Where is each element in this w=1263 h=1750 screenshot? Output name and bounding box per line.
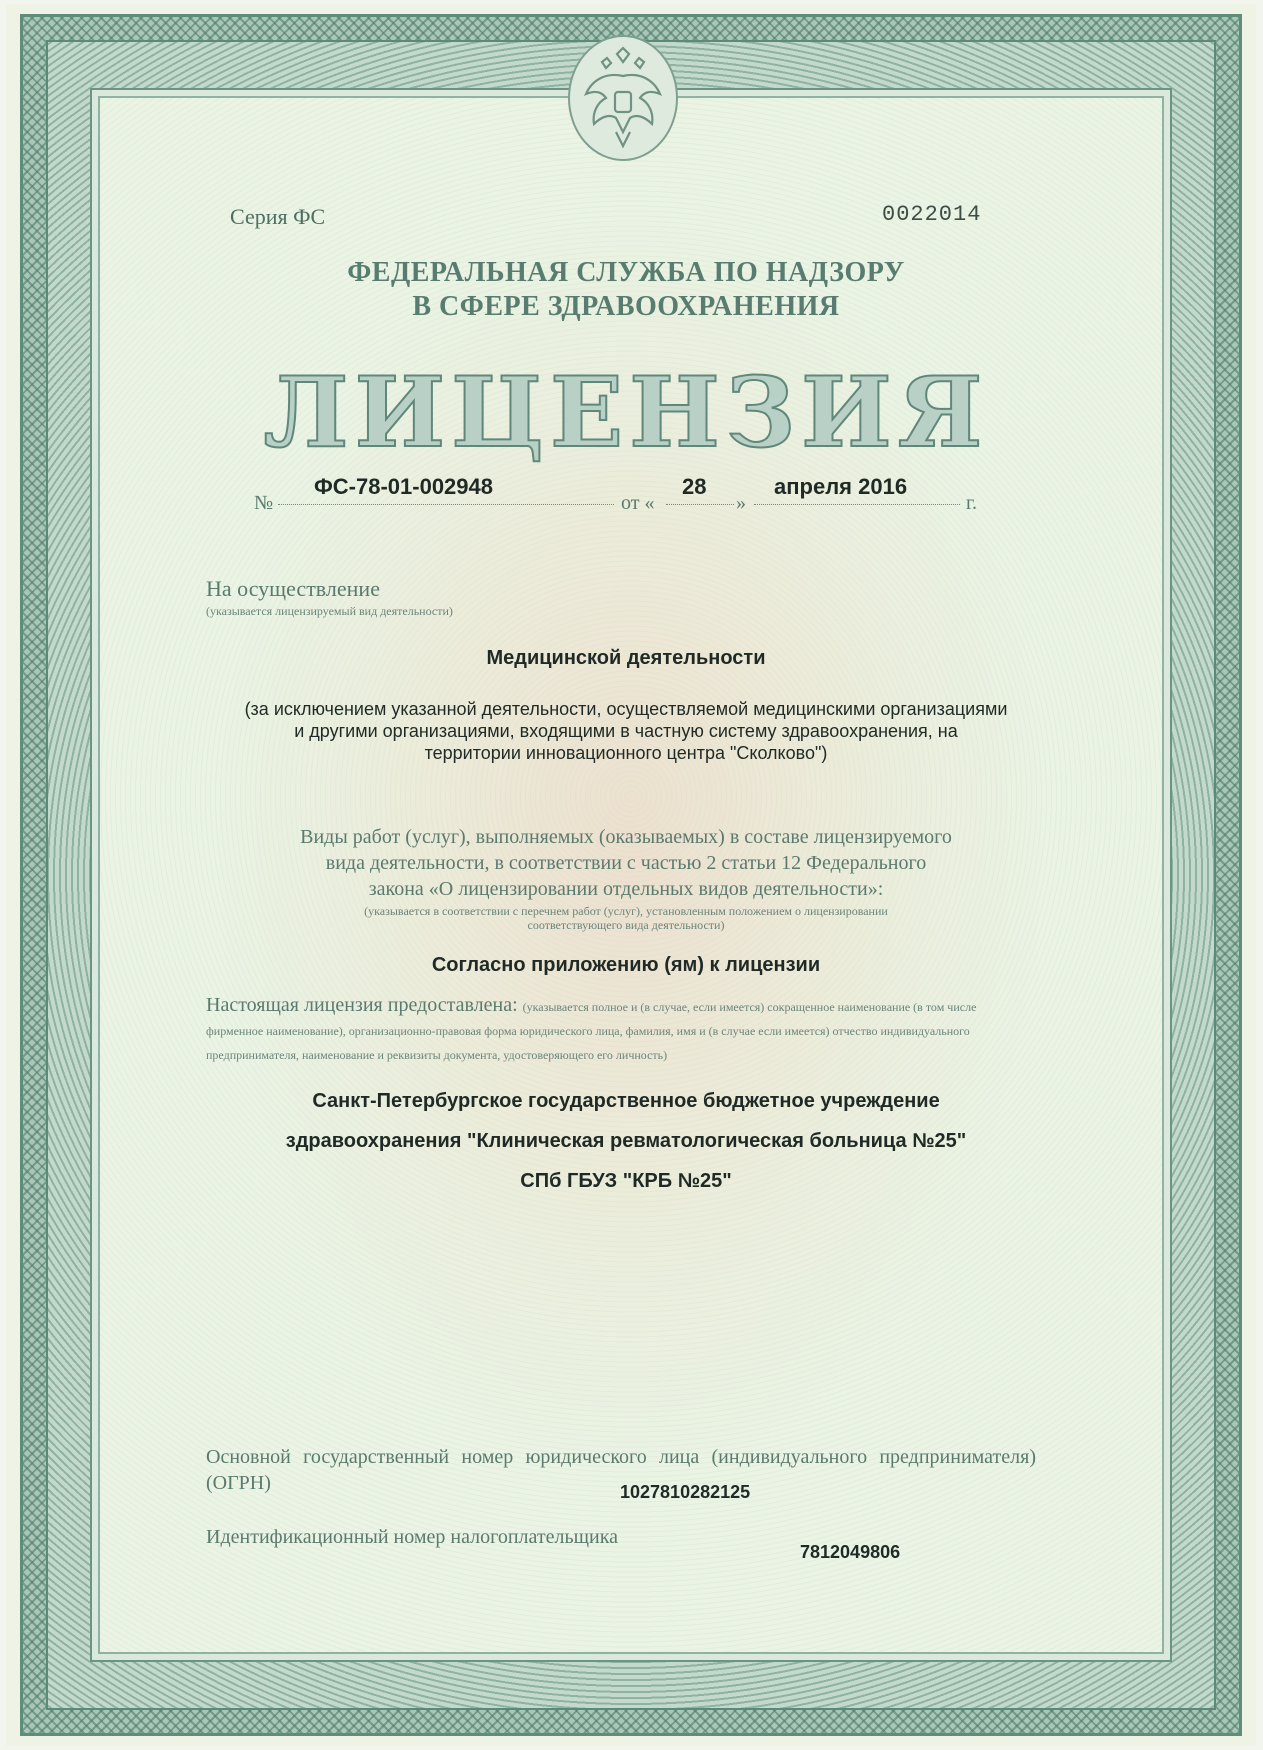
coat-of-arms-icon xyxy=(566,32,681,162)
inn-label: Идентификационный номер налогоплательщика xyxy=(206,1526,619,1548)
holder-label: Настоящая лицензия предоставлена: xyxy=(206,994,518,1016)
works-hint xyxy=(156,904,1096,932)
organization-name-line-1: Санкт-Петербургское государственное бюджетное учреждение xyxy=(312,1090,940,1112)
document-title: ЛИЦЕНЗИЯ xyxy=(263,356,989,469)
series-number: 0022014 xyxy=(882,202,982,227)
license-day: 28 xyxy=(682,474,707,499)
number-underline xyxy=(278,504,614,505)
note-line-1: (за исключением указанной деятельности, осуществляемой медицинскими организациями xyxy=(244,699,1008,719)
activity-exclusion-note xyxy=(156,698,1096,764)
intro-hint: (указывается лицензируемый вид деятельности) xyxy=(206,604,453,618)
holder-hint: (указывается полное и (в случае, если имеется) сокращенное наименование (в том числе фирменное наименование), организационно-правовая форма юридического лица, фамилия, имя и (в случае если имеется) отчество индивидуального предпринимателя, наименование и реквизиты документа, удостоверяющего его личность) xyxy=(206,1000,977,1062)
license-document xyxy=(6,4,1256,1746)
licensed-activity: Медицинской деятельности xyxy=(486,647,766,669)
note-line-2: и другими организациями, входящими в частную систему здравоохранения, на xyxy=(294,721,958,741)
number-sign: № xyxy=(254,492,274,514)
agency-line-1: ФЕДЕРАЛЬНАЯ СЛУЖБА ПО НАДЗОРУ xyxy=(347,257,905,288)
holder-label-block xyxy=(206,994,1036,1066)
year-suffix: г. xyxy=(966,492,977,514)
license-month-year: апреля 2016 xyxy=(774,474,908,499)
intro-label: На осуществление xyxy=(206,576,380,601)
month-year-underline xyxy=(754,504,960,505)
organization-short-name: СПб ГБУЗ "КРБ №25" xyxy=(520,1170,732,1192)
ogrn-value: 1027810282125 xyxy=(620,1482,751,1502)
works-line-1: Виды работ (услуг), выполняемых (оказываемых) в составе лицензируемого xyxy=(300,826,952,848)
works-description xyxy=(156,824,1096,902)
series-label: Серия ФС xyxy=(230,204,326,229)
note-line-3: территории инновационного центра "Сколково") xyxy=(424,743,828,763)
works-line-3: закона «О лицензировании отдельных видов деятельности»: xyxy=(368,878,884,900)
works-line-2: вида деятельности, в соответствии с частью 2 статьи 12 Федерального xyxy=(325,852,927,874)
organization-name-line-2: здравоохранения "Клиническая ревматологическая больница №25" xyxy=(285,1130,967,1152)
date-prefix: от « xyxy=(621,492,655,514)
works-hint-line-2: соответствующего вида деятельности) xyxy=(527,918,725,932)
ogrn-label: Основной государственный номер юридического лица (индивидуального предпринимателя) (ОГРН) xyxy=(206,1446,1036,1494)
license-number: ФС-78-01-002948 xyxy=(314,474,493,499)
date-close-quote: » xyxy=(736,492,746,514)
appendix-reference: Согласно приложению (ям) к лицензии xyxy=(431,954,821,976)
works-hint-line-1: (указывается в соответствии с перечнем работ (услуг), установленным положением о лицензировании xyxy=(364,904,888,918)
inn-value: 7812049806 xyxy=(800,1542,901,1562)
issuing-agency xyxy=(206,256,1046,324)
day-underline xyxy=(666,504,734,505)
agency-line-2: В СФЕРЕ ЗДРАВООХРАНЕНИЯ xyxy=(412,291,840,322)
